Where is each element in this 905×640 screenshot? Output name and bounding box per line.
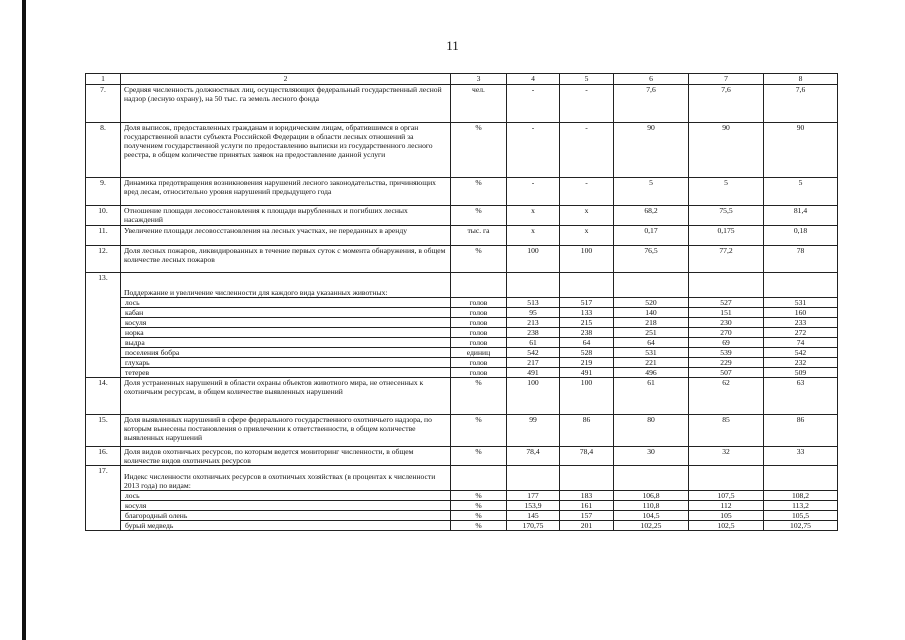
value-cell: 527: [689, 298, 764, 308]
row-number: 7.: [86, 85, 121, 123]
species-label: тетерев: [121, 368, 451, 378]
value-cell: 201: [560, 521, 614, 531]
row-number: 16.: [86, 447, 121, 466]
value-cell: 100: [507, 378, 560, 415]
column-number-header: 5: [560, 74, 614, 85]
list-item: [86, 501, 838, 511]
row-number: 17.: [86, 466, 121, 531]
value-cell: 496: [614, 368, 689, 378]
unit-cell: %: [451, 447, 507, 466]
list-item: [86, 511, 838, 521]
table-row: [86, 246, 838, 273]
species-label: благородный олень: [121, 511, 451, 521]
table-row: [86, 447, 838, 466]
value-cell: 107,5: [689, 491, 764, 501]
value-cell: 102,25: [614, 521, 689, 531]
value-cell: 491: [507, 368, 560, 378]
list-item: [86, 521, 838, 531]
unit-cell: %: [451, 511, 507, 521]
unit-cell: %: [451, 415, 507, 447]
species-label: глухарь: [121, 358, 451, 368]
empty-cell: [507, 273, 560, 298]
value-cell: 217: [507, 358, 560, 368]
value-cell: 509: [764, 368, 838, 378]
column-number-header: 3: [451, 74, 507, 85]
value-cell: 177: [507, 491, 560, 501]
value-cell: 62: [689, 378, 764, 415]
empty-cell: [614, 466, 689, 491]
indicator-name: Доля лесных пожаров, ликвидированных в течение первых суток с момента обнаружения, в общем количестве лесных пожаров: [121, 246, 451, 273]
value-cell: 153,9: [507, 501, 560, 511]
value-cell: 78,4: [507, 447, 560, 466]
species-label: норка: [121, 328, 451, 338]
species-label: бурый медведь: [121, 521, 451, 531]
empty-cell: [451, 273, 507, 298]
table-row: [86, 226, 838, 246]
value-cell: 30: [614, 447, 689, 466]
table-row: [86, 123, 838, 178]
unit-cell: голов: [451, 298, 507, 308]
value-cell: 542: [507, 348, 560, 358]
page-number: 11: [446, 38, 459, 53]
row-number: 8.: [86, 123, 121, 178]
indicator-name: Средняя численность должностных лиц, осуществляющих федеральный государственный лесной надзор (лесную охрану), на 50 тыс. га земель лесного фонда: [121, 85, 451, 123]
indicator-name: Поддержание и увеличение численности для каждого вида указанных животных:: [121, 273, 451, 298]
value-cell: 69: [689, 338, 764, 348]
value-cell: 68,2: [614, 206, 689, 226]
value-cell: 86: [560, 415, 614, 447]
value-cell: 102,5: [689, 521, 764, 531]
value-cell: 90: [764, 123, 838, 178]
value-cell: 105: [689, 511, 764, 521]
empty-cell: [560, 273, 614, 298]
value-cell: 215: [560, 318, 614, 328]
unit-cell: голов: [451, 328, 507, 338]
unit-cell: голов: [451, 368, 507, 378]
unit-cell: %: [451, 206, 507, 226]
column-number-header: 1: [86, 74, 121, 85]
table-row: [86, 85, 838, 123]
column-number-header: 8: [764, 74, 838, 85]
value-cell: 74: [764, 338, 838, 348]
value-cell: -: [560, 123, 614, 178]
value-cell: 251: [614, 328, 689, 338]
value-cell: 7,6: [614, 85, 689, 123]
list-item: [86, 328, 838, 338]
empty-cell: [764, 466, 838, 491]
species-label: выдра: [121, 338, 451, 348]
indicators-table: [85, 73, 838, 531]
indicator-name: Доля выявленных нарушений в сфере федерального государственного охотничьего надзора, по которым вынесены постановления о привлечении к ответственности, в общем количестве выявленных нарушений: [121, 415, 451, 447]
unit-cell: %: [451, 246, 507, 273]
header-row: [86, 74, 838, 85]
value-cell: x: [507, 206, 560, 226]
indicator-name: Доля видов охотничьих ресурсов, по которым ведется мониторинг численности, в общем количестве видов охотничьих ресурсов: [121, 447, 451, 466]
value-cell: 218: [614, 318, 689, 328]
value-cell: 80: [614, 415, 689, 447]
unit-cell: голов: [451, 358, 507, 368]
row-number: 10.: [86, 206, 121, 226]
value-cell: 221: [614, 358, 689, 368]
value-cell: 5: [764, 178, 838, 206]
value-cell: 539: [689, 348, 764, 358]
species-label: косуля: [121, 501, 451, 511]
value-cell: -: [507, 85, 560, 123]
value-cell: 108,2: [764, 491, 838, 501]
value-cell: 113,2: [764, 501, 838, 511]
column-number-header: 6: [614, 74, 689, 85]
value-cell: 160: [764, 308, 838, 318]
value-cell: 531: [764, 298, 838, 308]
value-cell: 0,18: [764, 226, 838, 246]
value-cell: 64: [560, 338, 614, 348]
value-cell: 157: [560, 511, 614, 521]
value-cell: 183: [560, 491, 614, 501]
value-cell: -: [507, 123, 560, 178]
species-label: лось: [121, 298, 451, 308]
list-item: [86, 318, 838, 328]
value-cell: 64: [614, 338, 689, 348]
unit-cell: единиц: [451, 348, 507, 358]
value-cell: 100: [560, 246, 614, 273]
value-cell: 104,5: [614, 511, 689, 521]
value-cell: 161: [560, 501, 614, 511]
page-left-border: [22, 0, 26, 640]
value-cell: 112: [689, 501, 764, 511]
value-cell: 78: [764, 246, 838, 273]
value-cell: 81,4: [764, 206, 838, 226]
value-cell: 140: [614, 308, 689, 318]
table-row: [86, 378, 838, 415]
value-cell: 531: [614, 348, 689, 358]
list-item: [86, 338, 838, 348]
value-cell: 270: [689, 328, 764, 338]
table-row: [86, 273, 838, 298]
value-cell: x: [560, 226, 614, 246]
value-cell: 95: [507, 308, 560, 318]
value-cell: 100: [507, 246, 560, 273]
table-row: [86, 178, 838, 206]
value-cell: 5: [614, 178, 689, 206]
list-item: [86, 348, 838, 358]
value-cell: 213: [507, 318, 560, 328]
value-cell: 78,4: [560, 447, 614, 466]
indicator-name: Доля выписок, предоставленных гражданам и юридическим лицам, обратившимся в орган государственной власти субъекта Российской Федерации в области лесных отношений за получением государственной услуги по предоставлению выписки из государственного лесного реестра, в общем количестве принятых заявок на предоставление данной услуги: [121, 123, 451, 178]
row-number: 12.: [86, 246, 121, 273]
column-number-header: 2: [121, 74, 451, 85]
value-cell: 77,2: [689, 246, 764, 273]
indicator-name: Динамика предотвращения возникновения нарушений лесного законодательства, причиняющих вред лесам, относительно уровня нарушений предыдущего года: [121, 178, 451, 206]
value-cell: 219: [560, 358, 614, 368]
empty-cell: [560, 466, 614, 491]
value-cell: -: [560, 178, 614, 206]
value-cell: 151: [689, 308, 764, 318]
table-row: [86, 466, 838, 491]
value-cell: 229: [689, 358, 764, 368]
value-cell: 110,8: [614, 501, 689, 511]
empty-cell: [451, 466, 507, 491]
value-cell: 233: [764, 318, 838, 328]
value-cell: 507: [689, 368, 764, 378]
table-row: [86, 206, 838, 226]
unit-cell: голов: [451, 318, 507, 328]
column-number-header: 4: [507, 74, 560, 85]
value-cell: 542: [764, 348, 838, 358]
value-cell: 99: [507, 415, 560, 447]
row-number: 9.: [86, 178, 121, 206]
value-cell: 85: [689, 415, 764, 447]
value-cell: 528: [560, 348, 614, 358]
value-cell: 0,175: [689, 226, 764, 246]
row-number: 14.: [86, 378, 121, 415]
value-cell: 32: [689, 447, 764, 466]
value-cell: 33: [764, 447, 838, 466]
unit-cell: %: [451, 521, 507, 531]
value-cell: 61: [614, 378, 689, 415]
value-cell: 145: [507, 511, 560, 521]
value-cell: 133: [560, 308, 614, 318]
row-number: 13.: [86, 273, 121, 378]
list-item: [86, 308, 838, 318]
value-cell: 491: [560, 368, 614, 378]
value-cell: -: [507, 178, 560, 206]
row-number: 15.: [86, 415, 121, 447]
indicator-name: Индекс численности охотничьих ресурсов в охотничьих хозяйствах (в процентах к численности 2013 года) по видам:: [121, 466, 451, 491]
indicator-name: Доля устраненных нарушений в области охраны объектов животного мира, не отнесенных к охотничьим ресурсам, в общем количестве выявленных нарушений: [121, 378, 451, 415]
empty-cell: [764, 273, 838, 298]
value-cell: 76,5: [614, 246, 689, 273]
value-cell: x: [507, 226, 560, 246]
value-cell: x: [560, 206, 614, 226]
value-cell: 238: [560, 328, 614, 338]
value-cell: -: [560, 85, 614, 123]
value-cell: 7,6: [689, 85, 764, 123]
species-label: кабан: [121, 308, 451, 318]
value-cell: 90: [689, 123, 764, 178]
indicator-name: Увеличение площади лесовосстановления на лесных участках, не переданных в аренду: [121, 226, 451, 246]
value-cell: 102,75: [764, 521, 838, 531]
value-cell: 517: [560, 298, 614, 308]
value-cell: 238: [507, 328, 560, 338]
value-cell: 86: [764, 415, 838, 447]
unit-cell: %: [451, 378, 507, 415]
list-item: [86, 368, 838, 378]
species-label: косуля: [121, 318, 451, 328]
value-cell: 0,17: [614, 226, 689, 246]
value-cell: 520: [614, 298, 689, 308]
row-number: 11.: [86, 226, 121, 246]
column-number-header: 7: [689, 74, 764, 85]
unit-cell: тыс. га: [451, 226, 507, 246]
value-cell: 105,5: [764, 511, 838, 521]
list-item: [86, 358, 838, 368]
value-cell: 90: [614, 123, 689, 178]
list-item: [86, 298, 838, 308]
unit-cell: чел.: [451, 85, 507, 123]
value-cell: 75,5: [689, 206, 764, 226]
value-cell: 513: [507, 298, 560, 308]
value-cell: 7,6: [764, 85, 838, 123]
unit-cell: %: [451, 123, 507, 178]
unit-cell: %: [451, 491, 507, 501]
unit-cell: голов: [451, 338, 507, 348]
empty-cell: [507, 466, 560, 491]
value-cell: 61: [507, 338, 560, 348]
value-cell: 100: [560, 378, 614, 415]
table-row: [86, 415, 838, 447]
empty-cell: [689, 466, 764, 491]
value-cell: 230: [689, 318, 764, 328]
value-cell: 232: [764, 358, 838, 368]
value-cell: 63: [764, 378, 838, 415]
empty-cell: [614, 273, 689, 298]
species-label: поселения бобра: [121, 348, 451, 358]
list-item: [86, 491, 838, 501]
unit-cell: голов: [451, 308, 507, 318]
empty-cell: [689, 273, 764, 298]
value-cell: 5: [689, 178, 764, 206]
value-cell: 170,75: [507, 521, 560, 531]
unit-cell: %: [451, 178, 507, 206]
species-label: лось: [121, 491, 451, 501]
unit-cell: %: [451, 501, 507, 511]
value-cell: 106,8: [614, 491, 689, 501]
value-cell: 272: [764, 328, 838, 338]
indicator-name: Отношение площади лесовосстановления к площади вырубленных и погибших лесных насаждений: [121, 206, 451, 226]
